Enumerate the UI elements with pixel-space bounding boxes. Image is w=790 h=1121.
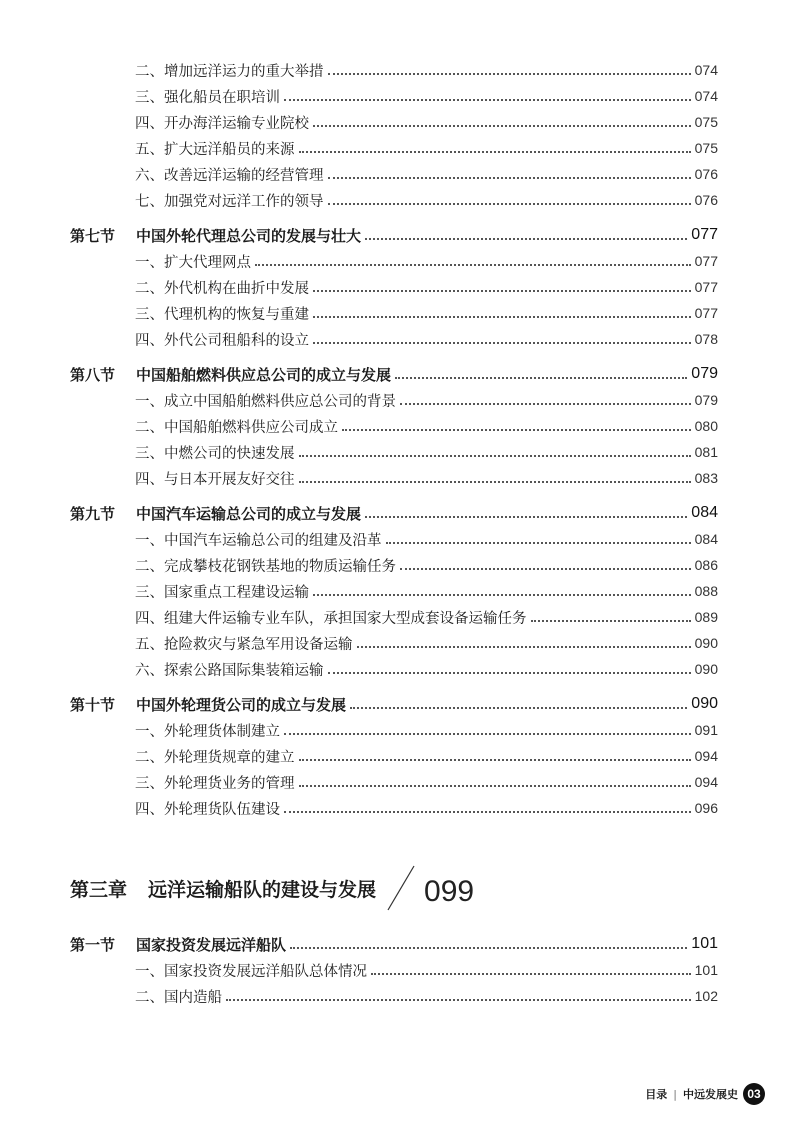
dot-leader	[299, 759, 691, 761]
page-number: 077	[694, 279, 718, 295]
toc-entry-title	[135, 555, 396, 576]
toc-subsection-entry[interactable]	[0, 326, 790, 352]
dot-leader	[284, 733, 691, 735]
entry-label: 四、外轮理货队伍建设	[135, 801, 280, 818]
toc-entry-title	[135, 960, 367, 981]
dot-leader	[400, 403, 691, 405]
page-number: 079	[691, 365, 718, 382]
toc-subsection-entry[interactable]	[0, 717, 790, 743]
entry-label: 一、扩大代理网点	[135, 254, 251, 271]
toc-entry-title	[70, 934, 286, 955]
page-number: 078	[694, 331, 718, 347]
page-number: 077	[694, 253, 718, 269]
page-number: 077	[694, 305, 718, 321]
dot-leader	[342, 429, 691, 431]
dot-leader	[371, 973, 691, 975]
dot-leader	[255, 264, 691, 266]
dot-leader	[313, 125, 691, 127]
dot-leader	[313, 342, 691, 344]
dot-leader	[284, 811, 691, 813]
dot-leader	[328, 73, 691, 75]
chapter-heading	[70, 858, 474, 918]
toc-entry-title	[135, 529, 382, 550]
dot-leader	[328, 177, 691, 179]
section-number: 第九节	[70, 504, 116, 523]
toc-entry-title	[135, 112, 309, 133]
toc-subsection-entry[interactable]	[0, 630, 790, 656]
toc-subsection-entry[interactable]	[0, 656, 790, 682]
chapter-page-number: 099	[424, 875, 475, 908]
toc-subsection-entry[interactable]	[0, 578, 790, 604]
page-number: 094	[694, 774, 718, 790]
page-number: 096	[694, 800, 718, 816]
toc-entry-title	[135, 251, 251, 272]
entry-label: 中国船舶燃料供应总公司的成立与发展	[136, 365, 392, 384]
footer-section-label: 目录	[645, 1088, 668, 1101]
footer-book-title: 中远发展史	[683, 1088, 738, 1101]
page-number: 081	[694, 444, 718, 460]
toc-entry-title	[135, 607, 527, 628]
entry-label: 五、扩大远洋船员的来源	[135, 141, 295, 158]
dot-leader	[386, 542, 691, 544]
page-number-badge: 03	[743, 1083, 765, 1105]
toc-subsection-entry[interactable]	[0, 57, 790, 83]
page-number: 074	[694, 88, 718, 104]
toc-subsection-entry[interactable]	[0, 552, 790, 578]
entry-label: 一、成立中国船舶燃料供应总公司的背景	[135, 393, 396, 410]
toc-entry-title	[135, 746, 295, 767]
entry-label: 三、代理机构的恢复与重建	[135, 306, 309, 323]
page-number: 076	[694, 192, 718, 208]
toc-entry-title	[70, 503, 361, 524]
entry-label: 一、中国汽车运输总公司的组建及沿革	[135, 532, 382, 549]
page-number: 088	[694, 583, 718, 599]
dot-leader	[328, 203, 691, 205]
toc-entry-title	[135, 390, 396, 411]
toc-entry-title	[135, 442, 295, 463]
toc-section-entry[interactable]	[0, 222, 790, 248]
page-number: 080	[694, 418, 718, 434]
section-number: 第十节	[70, 695, 116, 714]
page-number: 094	[694, 748, 718, 764]
dot-leader	[365, 516, 687, 518]
page-number: 075	[694, 114, 718, 130]
page-number: 102	[694, 988, 718, 1004]
dot-leader	[226, 999, 691, 1001]
entry-label: 二、外代机构在曲折中发展	[135, 280, 309, 297]
toc-entry-title	[70, 364, 391, 385]
page-number: 084	[694, 531, 718, 547]
entry-label: 三、中燃公司的快速发展	[135, 445, 295, 462]
toc-entry-title	[135, 468, 295, 489]
dot-leader	[395, 377, 687, 379]
toc-subsection-entry[interactable]	[0, 83, 790, 109]
dot-leader	[299, 785, 691, 787]
dot-leader	[284, 99, 691, 101]
toc-subsection-entry[interactable]	[0, 526, 790, 552]
toc-entry-title	[135, 986, 222, 1007]
dot-leader	[365, 238, 687, 240]
page-number: 083	[694, 470, 718, 486]
page-number: 077	[691, 226, 718, 243]
entry-label: 二、国内造船	[135, 989, 222, 1006]
toc-subsection-entry[interactable]	[0, 300, 790, 326]
page-number: 090	[694, 661, 718, 677]
toc-subsection-entry[interactable]	[0, 439, 790, 465]
dot-leader	[313, 594, 691, 596]
toc-subsection-entry[interactable]	[0, 387, 790, 413]
chapter-number: 第三章	[70, 878, 128, 901]
dot-leader	[299, 455, 691, 457]
entry-label: 中国外轮代理总公司的发展与壮大	[136, 226, 362, 245]
entry-label: 七、加强党对远洋工作的领导	[135, 193, 324, 210]
dot-leader	[313, 290, 691, 292]
toc-subsection-entry[interactable]	[0, 983, 790, 1009]
toc-entry-title	[135, 164, 324, 185]
page-number: 091	[694, 722, 718, 738]
section-number: 第七节	[70, 226, 116, 245]
page-number: 075	[694, 140, 718, 156]
slash-divider-icon	[386, 864, 416, 912]
toc-entry-title	[135, 720, 280, 741]
entry-label: 一、外轮理货体制建立	[135, 723, 280, 740]
dot-leader	[313, 316, 691, 318]
toc-subsection-entry[interactable]	[0, 274, 790, 300]
entry-label: 二、外轮理货规章的建立	[135, 749, 295, 766]
toc-subsection-entry[interactable]	[0, 135, 790, 161]
toc-section-entry[interactable]	[0, 931, 790, 957]
toc-entry-title	[135, 416, 338, 437]
toc-subsection-entry[interactable]	[0, 743, 790, 769]
entry-label: 二、完成攀枝花钢铁基地的物质运输任务	[135, 558, 396, 575]
page-number: 086	[694, 557, 718, 573]
toc-subsection-entry[interactable]	[0, 187, 790, 213]
toc-subsection-entry[interactable]	[0, 769, 790, 795]
toc-entry-title	[135, 303, 309, 324]
entry-label: 一、国家投资发展远洋船队总体情况	[135, 963, 367, 980]
toc-section-entry[interactable]	[0, 500, 790, 526]
toc-subsection-entry[interactable]	[0, 161, 790, 187]
toc-entry-title	[135, 138, 295, 159]
toc-entry-title	[135, 277, 309, 298]
toc-subsection-entry[interactable]	[0, 957, 790, 983]
toc-subsection-entry[interactable]	[0, 465, 790, 491]
toc-subsection-entry[interactable]	[0, 413, 790, 439]
entry-label: 六、探索公路国际集装箱运输	[135, 662, 324, 679]
page-number: 090	[691, 695, 718, 712]
dot-leader	[357, 646, 691, 648]
entry-label: 中国外轮理货公司的成立与发展	[136, 695, 347, 714]
toc-subsection-entry[interactable]	[0, 795, 790, 821]
dot-leader	[290, 947, 687, 949]
entry-label: 三、外轮理货业务的管理	[135, 775, 295, 792]
section-number: 第一节	[70, 935, 116, 954]
page-number: 084	[691, 504, 718, 521]
entry-label: 三、强化船员在职培训	[135, 89, 280, 106]
entry-label: 二、中国船舶燃料供应公司成立	[135, 419, 338, 436]
toc-section-entry[interactable]	[0, 691, 790, 717]
toc-section-entry[interactable]	[0, 361, 790, 387]
dot-leader	[299, 481, 691, 483]
entry-label: 四、开办海洋运输专业院校	[135, 115, 309, 132]
toc-entry-title	[135, 581, 309, 602]
entry-label: 中国汽车运输总公司的成立与发展	[136, 504, 362, 523]
page-footer	[645, 1083, 765, 1105]
entry-label: 三、国家重点工程建设运输	[135, 584, 309, 601]
entry-label: 四、外代公司租船科的设立	[135, 332, 309, 349]
toc-subsection-entry[interactable]	[0, 109, 790, 135]
toc-entry-title	[70, 694, 346, 715]
toc-entry-title	[135, 86, 280, 107]
dot-leader	[400, 568, 691, 570]
page-number: 076	[694, 166, 718, 182]
section-number: 第八节	[70, 365, 116, 384]
toc-subsection-entry[interactable]	[0, 248, 790, 274]
entry-label: 国家投资发展远洋船队	[136, 935, 287, 954]
toc-entry-title	[135, 60, 324, 81]
entry-label: 五、抢险救灾与紧急军用设备运输	[135, 636, 353, 653]
page-number: 101	[694, 962, 718, 978]
entry-label: 二、增加远洋运力的重大举措	[135, 63, 324, 80]
toc-entry-title	[135, 329, 309, 350]
footer-separator: |	[673, 1087, 677, 1101]
dot-leader	[328, 672, 691, 674]
entry-label: 四、与日本开展友好交往	[135, 471, 295, 488]
page-number: 074	[694, 62, 718, 78]
chapter-title: 远洋运输船队的建设与发展	[148, 878, 377, 901]
toc-subsection-entry[interactable]	[0, 604, 790, 630]
toc-entry-title	[135, 633, 353, 654]
toc-entry-title	[135, 659, 324, 680]
page-number: 089	[694, 609, 718, 625]
toc-entry-title	[135, 798, 280, 819]
toc-entry-title	[135, 190, 324, 211]
page-number: 079	[694, 392, 718, 408]
dot-leader	[531, 620, 691, 622]
toc-entry-title	[135, 772, 295, 793]
page-number: 090	[694, 635, 718, 651]
page-number: 101	[691, 935, 718, 952]
dot-leader	[299, 151, 691, 153]
entry-label: 六、改善远洋运输的经营管理	[135, 167, 324, 184]
dot-leader	[350, 707, 687, 709]
entry-label: 四、组建大件运输专业车队，承担国家大型成套设备运输任务	[135, 610, 527, 627]
toc-entry-title	[70, 225, 361, 246]
